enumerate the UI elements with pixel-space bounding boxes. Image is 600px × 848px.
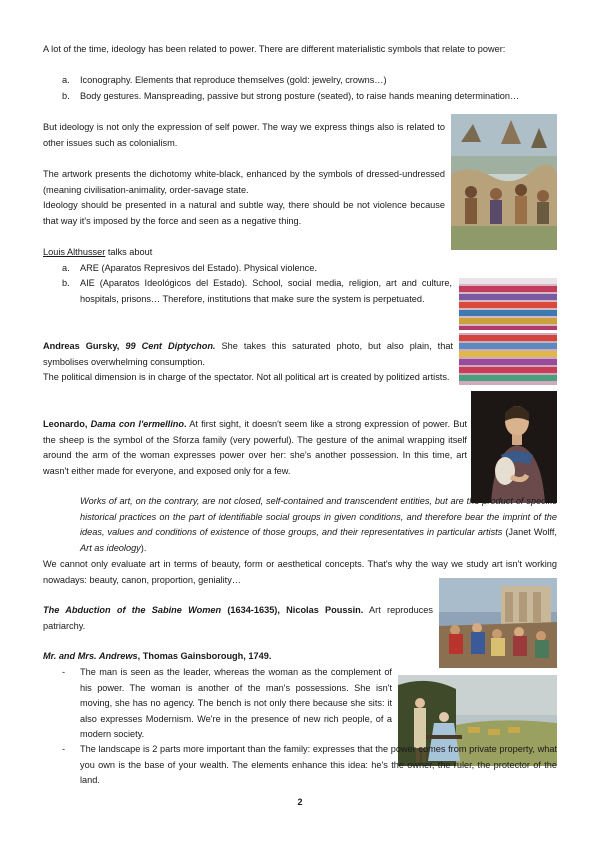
- quote-cite-title: Art as ideology: [80, 542, 141, 553]
- list-item-aie: AIE (Aparatos Ideológicos del Estado). School, social media, religion, art and culture, hospitals, prisons… Therefore, institutions that make sure the system is perpetuated.: [80, 278, 452, 304]
- gursky-description: She takes this saturated photo, but also plain, that symbolises overwhelming consumption.: [43, 341, 454, 367]
- andrews-meta: , Thomas Gainsborough, 1749.: [137, 651, 272, 661]
- list-marker: b.: [62, 278, 70, 288]
- andrews-heading: [43, 649, 433, 665]
- list-marker: -: [62, 744, 66, 754]
- leonardo-description: At first sight, it doesn't seem like a strong expression of power. But the sheep is the symbol of the Sforza family (very powerful). The gesture of the animal wrapping itself around the arm of the woman expresses power over her: she's another possession. In this time, art wasn't either made for everyone, and exposed only for a few.: [43, 419, 468, 476]
- andrews-landscape-text: The landscape is 2 parts more important than the family: expresses that the power comes from private property, what you own is the base of your wealth. The elements enhance this idea: he's the owner, the ruler, the protector of the land.: [80, 744, 557, 785]
- list-item-are: ARE (Aparatos Represivos del Estado). Physical violence.: [80, 263, 317, 273]
- gursky-paragraph: [43, 339, 453, 370]
- list-marker: a.: [62, 75, 70, 85]
- sabine-meta: (1634-1635), Nicolas Poussin.: [221, 605, 364, 615]
- colonialism-paragraph: But ideology is not only the expression of self power. The way we express things also is related to other issues such as colonialism.: [43, 122, 445, 148]
- andrews-point-landscape: [80, 742, 557, 789]
- leonardo-author: Leonardo,: [43, 419, 91, 429]
- quote-cite-open: (Janet Wolff,: [502, 527, 557, 537]
- list-marker: a.: [62, 263, 70, 273]
- sabine-description: Art reproduces patriarchy.: [43, 605, 433, 631]
- colonial-encounter-image: [451, 114, 557, 250]
- althusser-heading: [43, 245, 443, 261]
- sabine-paragraph: [43, 603, 433, 634]
- leonardo-work-title: Dama con l'ermellino: [90, 419, 184, 429]
- andrews-title: Mr. and Mrs. Andrews: [43, 651, 138, 661]
- sabine-women-image: [439, 578, 557, 668]
- political-dimension-paragraph: The political dimension is in charge of the spectator. Not all political art is created by politized artists.: [43, 372, 450, 382]
- wolff-quote: [80, 494, 557, 556]
- lady-with-ermine-image: [471, 391, 557, 503]
- evaluation-paragraph: We cannot only evaluate art in terms of beauty, form or aesthetical concepts. That's why the way we study art isn't working nowadays: beauty, canon, proportion, geniality…: [43, 559, 557, 585]
- ideology-subtle-paragraph: Ideology should be presented in a natural and subtle way, there should be not violence because that way it's imposed by the force and seen as a negative thing.: [43, 200, 445, 226]
- althusser-intro: talks about: [105, 247, 153, 257]
- andrews-point-leader: The man is seen as the leader, whereas the woman as the complement of his power. The woman is another of the man's possessions. She isn't moving, she has no agency. The bench is not only there because she sits: it also expresses Modernism. We're in the presence of new rich people, of a modern society.: [80, 667, 392, 739]
- gursky-work-title: 99 Cent Diptychon.: [125, 341, 216, 351]
- list-item-body-gestures: Body gestures. Manspreading, passive but strong posture (seated), to raise hands meaning determination…: [80, 91, 520, 101]
- leonardo-title-dot: .: [184, 419, 187, 429]
- list-marker: -: [62, 667, 66, 677]
- page-number: 2: [297, 797, 303, 807]
- list-item-iconography: Iconography. Elements that reproduce themselves (gold: jewelry, crowns…): [80, 75, 387, 85]
- gursky-photo-bottom: [459, 333, 557, 385]
- althusser-name: Louis Althusser: [43, 247, 106, 257]
- quote-text: Works of art, on the contrary, are not closed, self-contained and transcendent entities, but are the product of specific historical practices on the part of identifiable social groups in given conditions, and therefore bear the imprint of the ideas, values and conditions of existence of those groups, and their representatives in particular artists: [80, 496, 557, 537]
- quote-cite-close: ).: [140, 542, 147, 553]
- gursky-photo-top: [459, 278, 557, 330]
- sabine-title: The Abduction of the Sabine Women: [43, 605, 222, 615]
- dichotomy-paragraph: The artwork presents the dichotomy white-black, enhanced by the symbols of dressed-undressed (meaning civilisation-animality, order-savage state.: [43, 169, 445, 195]
- intro-paragraph: A lot of the time, ideology has been related to power. There are different materialistic symbols that relate to power:: [43, 44, 506, 54]
- leonardo-paragraph: [43, 417, 467, 479]
- gursky-author: Andreas Gursky,: [43, 341, 126, 351]
- list-marker: b.: [62, 91, 70, 101]
